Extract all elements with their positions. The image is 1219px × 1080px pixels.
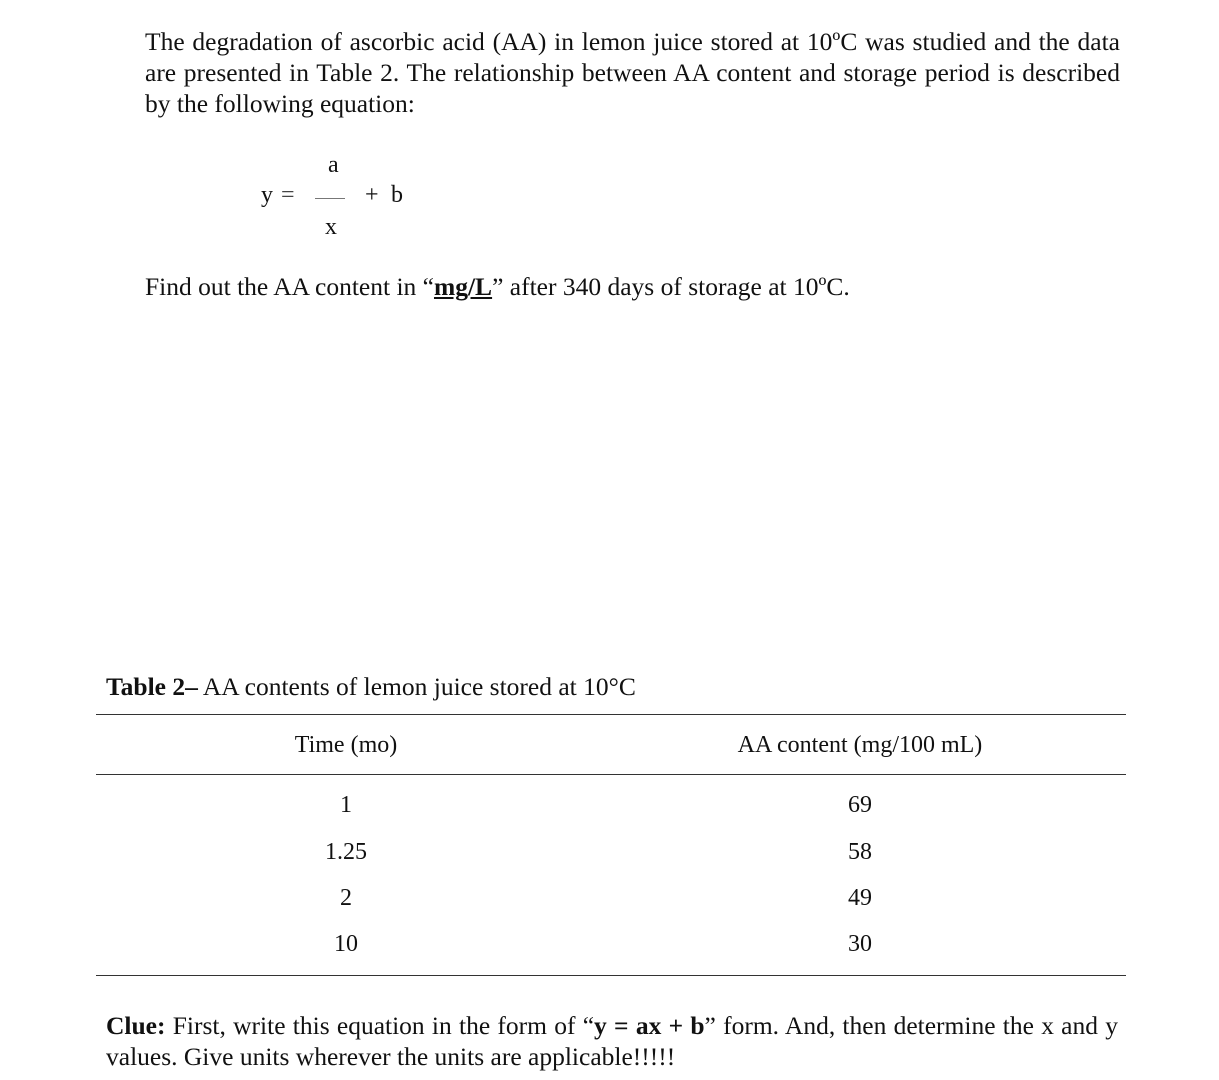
question-unit: mg/L	[433, 272, 493, 301]
table-header-rule	[96, 774, 1126, 775]
cell-time-1: 1	[340, 792, 352, 818]
cell-aa-4: 30	[848, 931, 872, 957]
clue-paragraph	[106, 1010, 1118, 1072]
question-text-after: ” after 340 days of storage at 10ºC.	[492, 272, 850, 301]
cell-time-2: 1.25	[325, 839, 367, 865]
clue-formula: y = ax + b	[594, 1011, 705, 1040]
cell-time-3: 2	[340, 885, 352, 911]
equation-numerator: a	[328, 152, 339, 178]
header-time: Time (mo)	[294, 732, 398, 758]
clue-text-1: First, write this equation in the form of “	[165, 1011, 595, 1040]
equation-y: y	[261, 182, 273, 208]
header-aa-content: AA content (mg/100 mL)	[737, 732, 983, 758]
table-top-rule	[96, 714, 1126, 715]
equation-b: b	[391, 182, 403, 208]
intro-paragraph: The degradation of ascorbic acid (AA) in lemon juice stored at 10ºC was studied and the data are presented in Table 2. The relationship between AA content and storage period is described by the following equation:	[145, 27, 1120, 118]
cell-time-4: 10	[334, 931, 358, 957]
clue-label: Clue:	[106, 1011, 166, 1040]
question	[145, 272, 850, 302]
equation-plus: +	[365, 182, 379, 208]
cell-aa-3: 49	[848, 885, 872, 911]
fraction-bar	[315, 198, 345, 199]
clue-text-2: ” form. And, then determine the x and y values. Give units wherever the units are applicable!!!!!	[106, 1011, 1119, 1071]
table-bottom-rule	[96, 975, 1126, 976]
question-text-before: Find out the AA content in “	[145, 272, 434, 301]
table-caption-label: Table 2–	[106, 672, 198, 701]
cell-aa-2: 58	[848, 839, 872, 865]
equation-denominator: x	[325, 214, 337, 240]
table-caption-text: AA contents of lemon juice stored at 10°C	[197, 672, 636, 701]
cell-aa-1: 69	[848, 792, 872, 818]
equation	[255, 150, 455, 250]
equation-equals: =	[281, 182, 295, 208]
table-caption	[106, 672, 636, 702]
